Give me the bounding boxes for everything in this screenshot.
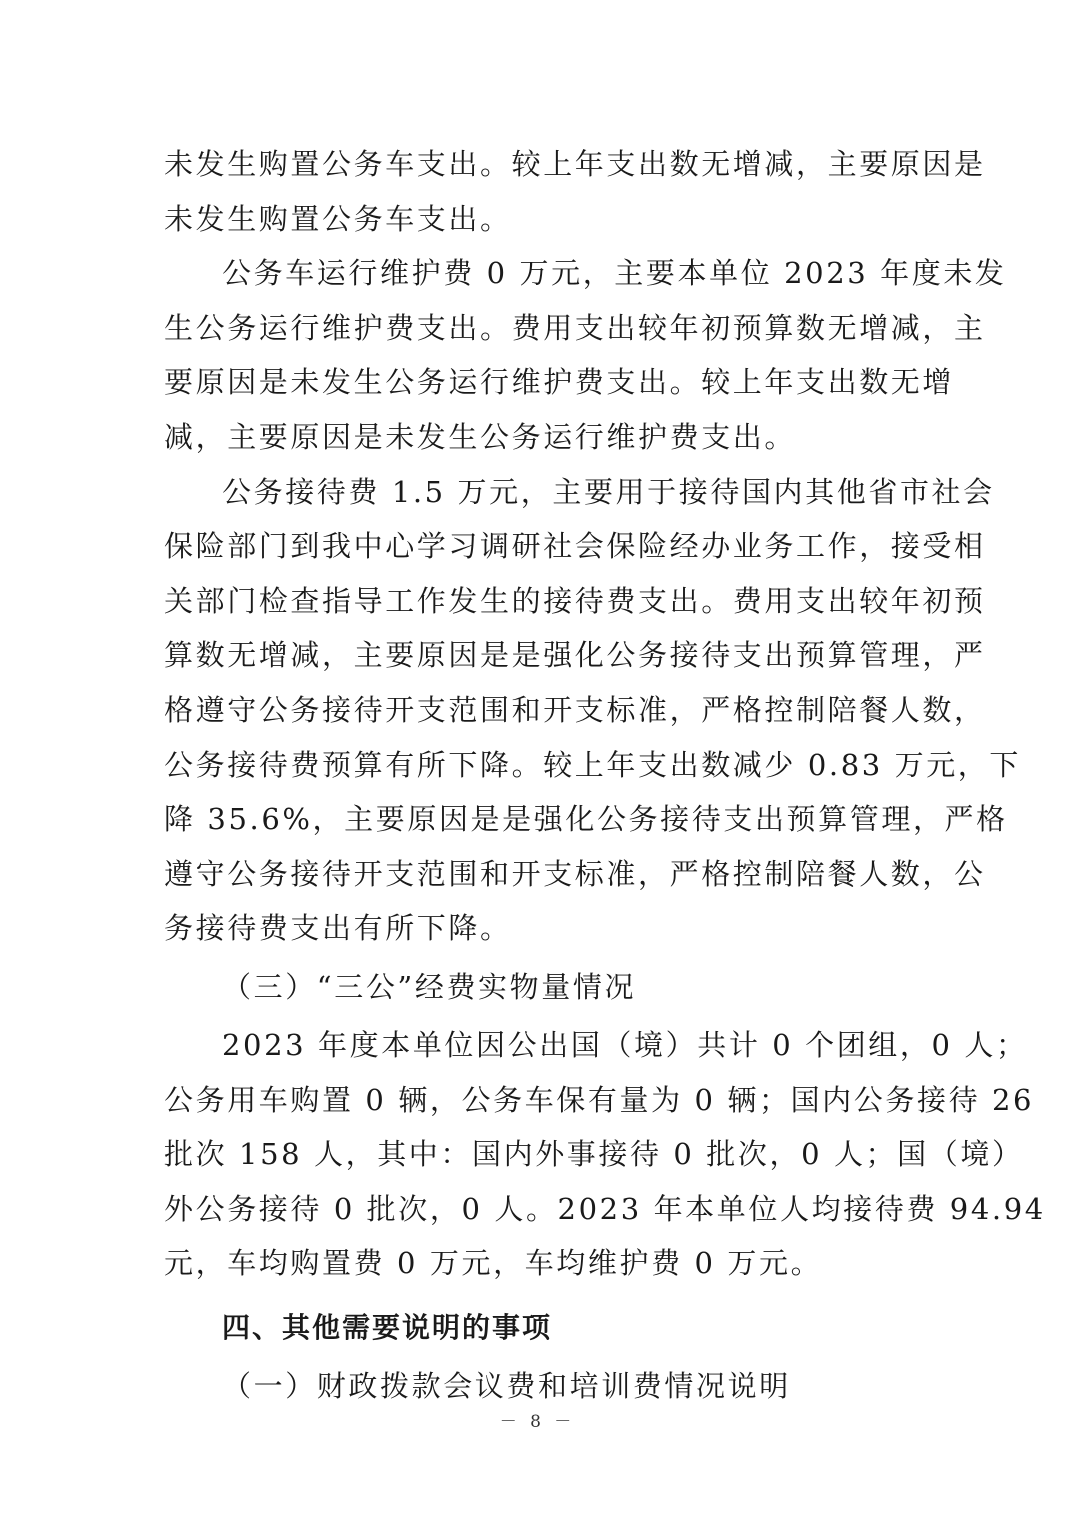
text-line: 批次 158 人，其中：国内外事接待 0 批次，0 人；国（境） xyxy=(164,1137,1024,1172)
body-text xyxy=(164,137,1046,1417)
text-line: 公务车运行维护费 0 万元，主要本单位 2023 年度未发 xyxy=(222,256,1007,291)
text-line: 未发生购置公务车支出。 xyxy=(164,201,512,236)
subsection-heading-4-1: （一）财政拨款会议费和培训费情况说明 xyxy=(222,1368,791,1403)
subsection-heading-3: （三）“三公”经费实物量情况 xyxy=(222,969,637,1004)
text-line: 降 35.6%，主要原因是是强化公务接待支出预算管理，严格 xyxy=(164,802,1008,837)
text-line: 公务用车购置 0 辆，公务车保有量为 0 辆；国内公务接待 26 xyxy=(164,1082,1035,1117)
text-line: 格遵守公务接待开支范围和开支标准，严格控制陪餐人数， xyxy=(164,692,986,727)
text-line: 公务接待费预算有所下降。较上年支出数减少 0.83 万元，下 xyxy=(164,747,1022,782)
text-line: 遵守公务接待开支范围和开支标准，严格控制陪餐人数，公 xyxy=(164,856,986,891)
text-line: 公务接待费 1.5 万元，主要用于接待国内其他省市社会 xyxy=(222,474,995,509)
paragraph-block-2 xyxy=(164,1018,1046,1291)
text-line: 关部门检查指导工作发生的接待费支出。费用支出较年初预 xyxy=(164,583,986,618)
text-line: 要原因是未发生公务运行维护费支出。较上年支出数无增 xyxy=(164,365,955,400)
paragraph-block-1 xyxy=(164,137,1022,956)
text-line: 外公务接待 0 批次，0 人。2023 年本单位人均接待费 94.94 xyxy=(164,1191,1046,1226)
text-line: 元，车均购置费 0 万元，车均维护费 0 万元。 xyxy=(164,1246,823,1281)
text-line: 减，主要原因是未发生公务运行维护费支出。 xyxy=(164,419,797,454)
text-line: 算数无增减，主要原因是是强化公务接待支出预算管理，严 xyxy=(164,638,986,673)
text-line: 未发生购置公务车支出。较上年支出数无增减，主要原因是 xyxy=(164,147,986,181)
text-line: 务接待费支出有所下降。 xyxy=(164,911,512,946)
page-number: － 8 － xyxy=(499,1412,576,1432)
text-line: 2023 年度本单位因公出国（境）共计 0 个团组，0 人； xyxy=(222,1027,1028,1062)
text-line: 生公务运行维护费支出。费用支出较年初预算数无增减，主 xyxy=(164,310,986,345)
text-line: 保险部门到我中心学习调研社会保险经办业务工作，接受相 xyxy=(164,529,986,564)
section-heading-4: 四、其他需要说明的事项 xyxy=(222,1310,553,1344)
